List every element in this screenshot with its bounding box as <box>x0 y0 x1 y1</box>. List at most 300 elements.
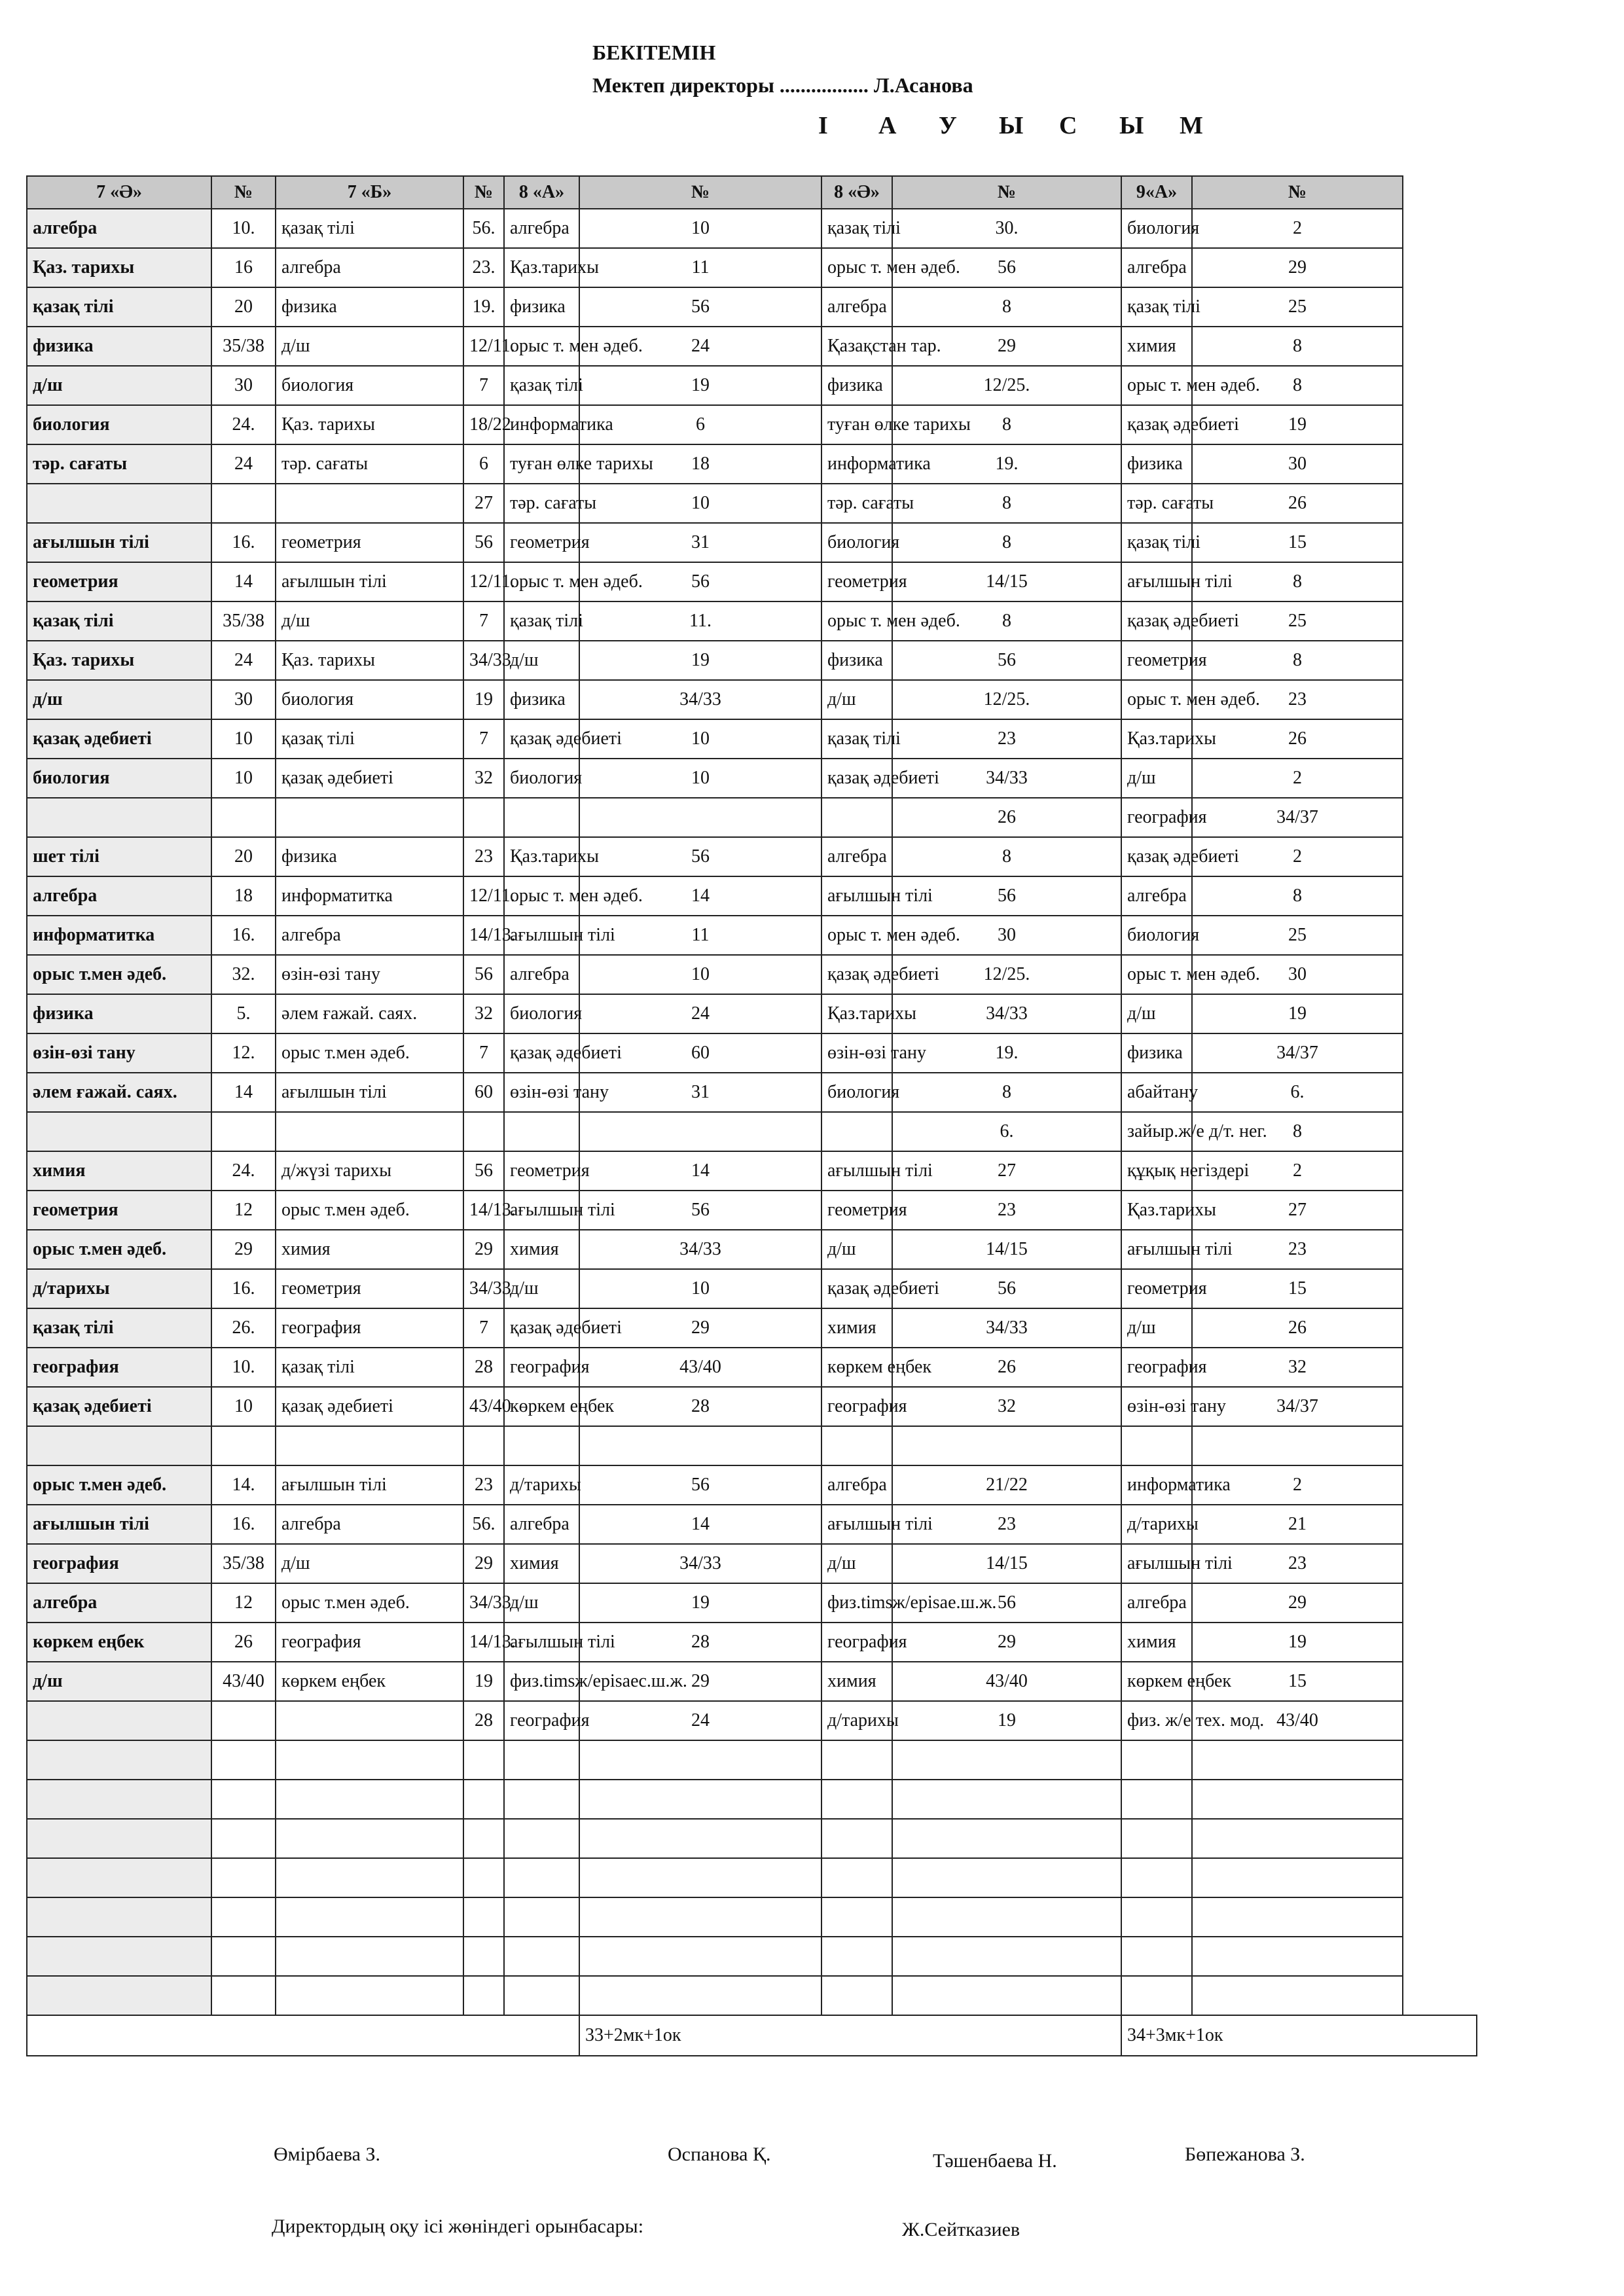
cell-8a-room: 56 <box>463 523 504 562</box>
cell-8ae-room: 43/40 <box>892 1662 1121 1701</box>
cell-9a-subject: орыс т. мен әдеб. <box>1121 366 1192 405</box>
cell-8ae-subject: география <box>821 1387 892 1426</box>
cell-8ae-room: 19 <box>892 1701 1121 1740</box>
col-header-9a: 9«А» <box>1121 176 1192 209</box>
table-row <box>27 1230 1477 1269</box>
cell-7a-room: 26 <box>211 1623 276 1662</box>
cell-8ae-subject: физика <box>821 641 892 680</box>
cell-7b-subject: д/ш <box>276 327 463 366</box>
cell-8a-subject: қазақ тілі <box>504 366 579 405</box>
cell-7a-subject: геометрия <box>27 1191 211 1230</box>
cell-7b-subject <box>276 1701 463 1740</box>
cell-8ae-room <box>892 1819 1121 1858</box>
cell-7a-subject: биология <box>27 759 211 798</box>
table-row <box>27 1465 1477 1505</box>
cell-8a-room: 29 <box>463 1544 504 1583</box>
cell-8ae-room: 14/15 <box>892 1230 1121 1269</box>
cell-7b-subject <box>276 1819 463 1858</box>
table-row <box>27 1780 1477 1819</box>
cell-8ae-room: 34/33 <box>892 994 1121 1033</box>
cell-7b-subject: информатитка <box>276 876 463 916</box>
cell-7b-subject: алгебра <box>276 916 463 955</box>
cell-7b-subject: әлем ғажай. саях. <box>276 994 463 1033</box>
cell-7a-subject: ағылшын тілі <box>27 523 211 562</box>
cell-7a-room <box>211 1937 276 1976</box>
cell-7a-room: 12. <box>211 1033 276 1073</box>
cell-9a-room <box>1192 1740 1403 1780</box>
table-row <box>27 327 1477 366</box>
cell-8a-room: 56. <box>463 209 504 248</box>
cell-8ae-room: 34/33 <box>892 1308 1121 1348</box>
table-row <box>27 248 1477 287</box>
totals-blank <box>27 2015 579 2056</box>
cell-7b-subject: Қаз. тарихы <box>276 405 463 444</box>
cell-7b-subject: қазақ тілі <box>276 1348 463 1387</box>
cell-9a-subject: қазақ тілі <box>1121 523 1192 562</box>
cell-7a-room <box>211 1780 276 1819</box>
cell-9a-subject: орыс т. мен әдеб. <box>1121 955 1192 994</box>
table-row <box>27 1976 1477 2015</box>
cell-8a-subject <box>504 1780 579 1819</box>
table-row <box>27 1426 1477 1465</box>
cell-8ae-room <box>892 1897 1121 1937</box>
cell-8a-subject: география <box>504 1701 579 1740</box>
cell-7a-subject: биология <box>27 405 211 444</box>
table-row <box>27 1387 1477 1426</box>
cell-8a-subject <box>504 1112 579 1151</box>
cell-8a-room2 <box>579 1858 821 1897</box>
cell-7a-room <box>211 1701 276 1740</box>
table-row <box>27 955 1477 994</box>
cell-8ae-subject: қазақ тілі <box>821 719 892 759</box>
cell-9a-room: 8 <box>1192 562 1403 601</box>
cell-8a-room: 14/13. <box>463 1623 504 1662</box>
cell-9a-room <box>1192 1897 1403 1937</box>
cell-9a-room: 23 <box>1192 1230 1403 1269</box>
deputy-label: Директордың оқу ісі жөніндегі орынбасары: <box>272 2215 644 2237</box>
cell-8ae-room: 29 <box>892 1623 1121 1662</box>
cell-8a-room <box>463 1819 504 1858</box>
cell-8a-subject: физ.timsж/ерisaec.ш.ж. <box>504 1662 579 1701</box>
cell-8ae-room: 14/15 <box>892 1544 1121 1583</box>
cell-8a-subject <box>504 1897 579 1937</box>
cell-9a-room <box>1192 1780 1403 1819</box>
cell-8a-room2: 29 <box>579 1308 821 1348</box>
cell-9a-room: 23 <box>1192 1544 1403 1583</box>
cell-8a-room2: 10 <box>579 719 821 759</box>
cell-9a-room: 21 <box>1192 1505 1403 1544</box>
cell-8a-room: 6 <box>463 444 504 484</box>
cell-9a-subject: биология <box>1121 209 1192 248</box>
cell-7b-subject: биология <box>276 366 463 405</box>
cell-8ae-subject: орыс т. мен әдеб. <box>821 248 892 287</box>
cell-8ae-room <box>892 1740 1121 1780</box>
cell-8a-room2: 28 <box>579 1623 821 1662</box>
cell-8a-subject: биология <box>504 994 579 1033</box>
approval-heading: БЕКІТЕМІН <box>592 41 716 64</box>
cell-9a-room: 43/40 <box>1192 1701 1403 1740</box>
cell-7a-room: 5. <box>211 994 276 1033</box>
cell-8a-subject <box>504 1740 579 1780</box>
totals-row <box>27 2015 1477 2056</box>
cell-8a-room2: 31 <box>579 1073 821 1112</box>
cell-7b-subject: Қаз. тарихы <box>276 641 463 680</box>
cell-8a-room <box>463 1937 504 1976</box>
cell-7b-subject: алгебра <box>276 1505 463 1544</box>
cell-7b-subject: қазақ тілі <box>276 209 463 248</box>
cell-7a-room: 24. <box>211 405 276 444</box>
cell-9a-subject: физ. ж/е тех. мод. <box>1121 1701 1192 1740</box>
cell-8a-room <box>463 798 504 837</box>
cell-8a-subject: орыс т. мен әдеб. <box>504 327 579 366</box>
cell-8a-room <box>463 1426 504 1465</box>
cell-7a-subject: ағылшын тілі <box>27 1505 211 1544</box>
cell-8a-room2: 24 <box>579 327 821 366</box>
cell-7a-subject <box>27 1819 211 1858</box>
cell-7a-room <box>211 1426 276 1465</box>
shift-letter: Ы <box>999 112 1024 139</box>
teacher-signature: Тәшенбаева Н. <box>933 2150 1057 2172</box>
cell-8a-room2: 24 <box>579 994 821 1033</box>
cell-9a-subject: ағылшын тілі <box>1121 1230 1192 1269</box>
cell-9a-subject <box>1121 1780 1192 1819</box>
cell-7a-room: 14. <box>211 1465 276 1505</box>
table-row <box>27 1505 1477 1544</box>
cell-9a-subject: тәр. сағаты <box>1121 484 1192 523</box>
cell-8ae-room: 6. <box>892 1112 1121 1151</box>
cell-9a-subject: қазақ әдебиеті <box>1121 837 1192 876</box>
cell-7b-subject: ағылшын тілі <box>276 1073 463 1112</box>
cell-9a-subject: орыс т. мен әдеб. <box>1121 680 1192 719</box>
table-row <box>27 1269 1477 1308</box>
col-header-7a: 7 «Ә» <box>27 176 211 209</box>
cell-7b-subject: орыс т.мен әдеб. <box>276 1191 463 1230</box>
table-row <box>27 1073 1477 1112</box>
cell-8a-room2 <box>579 1740 821 1780</box>
cell-7b-subject <box>276 1426 463 1465</box>
cell-8a-subject: д/тарихы <box>504 1465 579 1505</box>
table-row <box>27 1033 1477 1073</box>
cell-8ae-room <box>892 1937 1121 1976</box>
cell-9a-room: 8 <box>1192 1112 1403 1151</box>
cell-7b-subject: қазақ әдебиеті <box>276 759 463 798</box>
col-header-room: № <box>579 176 821 209</box>
table-row <box>27 1662 1477 1701</box>
cell-7a-subject: геометрия <box>27 562 211 601</box>
cell-7a-room: 32. <box>211 955 276 994</box>
cell-8ae-room: 56 <box>892 641 1121 680</box>
cell-8a-room: 7 <box>463 1033 504 1073</box>
cell-7a-subject: д/ш <box>27 1662 211 1701</box>
cell-8ae-subject <box>821 1426 892 1465</box>
table-row <box>27 1897 1477 1937</box>
table-row <box>27 1819 1477 1858</box>
cell-8ae-subject <box>821 1819 892 1858</box>
schedule-body <box>27 209 1477 2015</box>
cell-7a-room <box>211 1976 276 2015</box>
cell-8ae-subject: алгебра <box>821 1465 892 1505</box>
cell-8a-room <box>463 1976 504 2015</box>
cell-9a-room: 2 <box>1192 1151 1403 1191</box>
cell-8a-room <box>463 1897 504 1937</box>
cell-7b-subject <box>276 1112 463 1151</box>
cell-9a-room: 23 <box>1192 680 1403 719</box>
cell-9a-subject <box>1121 1858 1192 1897</box>
table-row <box>27 444 1477 484</box>
cell-8a-room2: 11 <box>579 248 821 287</box>
cell-8ae-subject: тәр. сағаты <box>821 484 892 523</box>
shift-letter: І <box>818 112 828 139</box>
cell-7a-room: 35/38 <box>211 327 276 366</box>
table-row <box>27 1740 1477 1780</box>
teacher-signature: Өмірбаева З. <box>274 2144 380 2165</box>
cell-9a-room: 2 <box>1192 209 1403 248</box>
cell-8a-room: 28 <box>463 1701 504 1740</box>
col-header-7b: 7 «Б» <box>276 176 463 209</box>
cell-7a-room <box>211 1819 276 1858</box>
cell-8ae-room: 34/33 <box>892 759 1121 798</box>
cell-8a-room2: 10 <box>579 759 821 798</box>
cell-8a-room2: 56 <box>579 287 821 327</box>
cell-7a-subject: физика <box>27 994 211 1033</box>
cell-7b-subject: биология <box>276 680 463 719</box>
cell-7b-subject: д/ш <box>276 601 463 641</box>
cell-8ae-subject: Қаз.тарихы <box>821 994 892 1033</box>
cell-7a-room: 35/38 <box>211 601 276 641</box>
cell-8ae-subject: физика <box>821 366 892 405</box>
cell-7a-subject <box>27 1976 211 2015</box>
cell-8a-room: 27 <box>463 484 504 523</box>
cell-9a-subject: геометрия <box>1121 641 1192 680</box>
cell-9a-room: 2 <box>1192 759 1403 798</box>
cell-8a-subject: көркем еңбек <box>504 1387 579 1426</box>
cell-7a-room: 10 <box>211 719 276 759</box>
cell-8ae-room: 14/15 <box>892 562 1121 601</box>
deputy-name: Ж.Сейтказиев <box>902 2219 1020 2240</box>
cell-7a-subject <box>27 1937 211 1976</box>
header-row <box>27 176 1477 209</box>
cell-9a-subject <box>1121 1740 1192 1780</box>
cell-9a-room: 25 <box>1192 601 1403 641</box>
cell-7a-room: 16 <box>211 248 276 287</box>
cell-8a-subject: алгебра <box>504 1505 579 1544</box>
cell-8a-room2: 10 <box>579 484 821 523</box>
cell-7a-subject: Қаз. тарихы <box>27 641 211 680</box>
cell-8a-subject: д/ш <box>504 1583 579 1623</box>
cell-7a-room <box>211 1112 276 1151</box>
cell-9a-subject: д/ш <box>1121 994 1192 1033</box>
cell-7a-room: 43/40 <box>211 1662 276 1701</box>
cell-7b-subject: көркем еңбек <box>276 1662 463 1701</box>
cell-7a-subject: д/ш <box>27 366 211 405</box>
cell-7a-subject: орыс т.мен әдеб. <box>27 955 211 994</box>
table-row <box>27 1583 1477 1623</box>
cell-9a-subject: д/ш <box>1121 1308 1192 1348</box>
cell-9a-subject: ағылшын тілі <box>1121 1544 1192 1583</box>
table-row <box>27 601 1477 641</box>
cell-7a-subject <box>27 798 211 837</box>
col-header-8a: 8 «А» <box>504 176 579 209</box>
shift-letter: А <box>878 112 897 139</box>
cell-8a-room: 32 <box>463 759 504 798</box>
cell-8a-room: 34/33 <box>463 1583 504 1623</box>
cell-8a-subject: информатика <box>504 405 579 444</box>
cell-9a-room: 25 <box>1192 916 1403 955</box>
table-row <box>27 641 1477 680</box>
cell-8a-room2: 56 <box>579 562 821 601</box>
cell-8ae-room: 19. <box>892 1033 1121 1073</box>
cell-8ae-subject: география <box>821 1623 892 1662</box>
cell-9a-room <box>1192 1976 1403 2015</box>
cell-8a-room: 29 <box>463 1230 504 1269</box>
cell-8ae-subject: Қазақстан тар. <box>821 327 892 366</box>
cell-9a-subject <box>1121 1937 1192 1976</box>
cell-9a-subject: алгебра <box>1121 248 1192 287</box>
cell-9a-room <box>1192 1426 1403 1465</box>
cell-8ae-subject: өзін-өзі тану <box>821 1033 892 1073</box>
cell-8a-room2: 19 <box>579 1583 821 1623</box>
cell-7b-subject <box>276 1897 463 1937</box>
director-line: Мектеп директоры ................. Л.Асанова <box>592 73 973 97</box>
cell-8a-subject: ағылшын тілі <box>504 1191 579 1230</box>
cell-7b-subject: ағылшын тілі <box>276 1465 463 1505</box>
cell-8ae-room: 26 <box>892 1348 1121 1387</box>
cell-9a-room: 30 <box>1192 955 1403 994</box>
cell-7a-subject: информатитка <box>27 916 211 955</box>
cell-9a-room: 26 <box>1192 719 1403 759</box>
cell-8ae-subject <box>821 1937 892 1976</box>
cell-7a-room: 14 <box>211 1073 276 1112</box>
cell-8ae-subject: информатика <box>821 444 892 484</box>
cell-8ae-subject: туған өлке тарихы <box>821 405 892 444</box>
schedule-table <box>26 175 1477 2056</box>
cell-8a-room2: 18 <box>579 444 821 484</box>
cell-9a-subject: алгебра <box>1121 876 1192 916</box>
cell-8ae-subject: қазақ әдебиеті <box>821 955 892 994</box>
cell-9a-subject: д/тарихы <box>1121 1505 1192 1544</box>
cell-8a-room: 60 <box>463 1073 504 1112</box>
cell-8ae-subject: ағылшын тілі <box>821 1151 892 1191</box>
table-row <box>27 1623 1477 1662</box>
cell-7b-subject: қазақ тілі <box>276 719 463 759</box>
cell-8a-subject: алгебра <box>504 955 579 994</box>
cell-8a-room: 7 <box>463 601 504 641</box>
cell-8ae-subject: көркем еңбек <box>821 1348 892 1387</box>
cell-7b-subject: химия <box>276 1230 463 1269</box>
cell-8a-room: 12/11. <box>463 562 504 601</box>
cell-7a-room: 30 <box>211 366 276 405</box>
cell-9a-room: 34/37 <box>1192 798 1403 837</box>
cell-8ae-room: 27 <box>892 1151 1121 1191</box>
cell-8a-room: 14/13. <box>463 916 504 955</box>
cell-8a-room: 23 <box>463 1465 504 1505</box>
cell-8ae-room: 56 <box>892 1269 1121 1308</box>
cell-8ae-room: 26 <box>892 798 1121 837</box>
cell-8a-subject: орыс т. мен әдеб. <box>504 876 579 916</box>
table-row <box>27 759 1477 798</box>
cell-8a-room2: 43/40 <box>579 1348 821 1387</box>
cell-7b-subject: география <box>276 1623 463 1662</box>
cell-7a-room: 24 <box>211 641 276 680</box>
cell-8a-subject: ағылшын тілі <box>504 916 579 955</box>
cell-8a-room: 32 <box>463 994 504 1033</box>
cell-8ae-subject: д/ш <box>821 1544 892 1583</box>
table-row <box>27 719 1477 759</box>
cell-7b-subject: тәр. сағаты <box>276 444 463 484</box>
table-row <box>27 876 1477 916</box>
col-header-room: № <box>463 176 504 209</box>
cell-7a-subject: қазақ әдебиеті <box>27 719 211 759</box>
cell-7b-subject <box>276 1937 463 1976</box>
table-row <box>27 680 1477 719</box>
cell-8a-room <box>463 1780 504 1819</box>
cell-8ae-subject: химия <box>821 1662 892 1701</box>
cell-9a-room: 15 <box>1192 523 1403 562</box>
cell-8ae-room: 12/25. <box>892 366 1121 405</box>
cell-7a-subject <box>27 1112 211 1151</box>
col-header-room: № <box>892 176 1121 209</box>
cell-7a-room: 20 <box>211 837 276 876</box>
cell-7a-room: 10. <box>211 209 276 248</box>
cell-7a-room: 18 <box>211 876 276 916</box>
cell-9a-room <box>1192 1937 1403 1976</box>
cell-8ae-room: 32 <box>892 1387 1121 1426</box>
cell-7a-subject <box>27 1426 211 1465</box>
cell-8a-room: 7 <box>463 366 504 405</box>
cell-8a-subject: қазақ әдебиеті <box>504 719 579 759</box>
cell-7a-room: 10 <box>211 1387 276 1426</box>
cell-9a-subject: қазақ әдебиеті <box>1121 405 1192 444</box>
cell-9a-room: 26 <box>1192 484 1403 523</box>
cell-8ae-room: 29 <box>892 327 1121 366</box>
cell-8ae-room: 8 <box>892 405 1121 444</box>
cell-8a-subject: туған өлке тарихы <box>504 444 579 484</box>
cell-9a-subject: геометрия <box>1121 1269 1192 1308</box>
cell-7a-subject <box>27 1701 211 1740</box>
cell-8ae-room <box>892 1780 1121 1819</box>
cell-7a-room: 30 <box>211 680 276 719</box>
cell-7a-subject: қазақ тілі <box>27 601 211 641</box>
cell-7a-subject: өзін-өзі тану <box>27 1033 211 1073</box>
cell-9a-subject: алгебра <box>1121 1583 1192 1623</box>
cell-7a-subject: алгебра <box>27 876 211 916</box>
cell-8ae-subject: биология <box>821 1073 892 1112</box>
cell-7a-room: 12 <box>211 1583 276 1623</box>
cell-7a-subject: Қаз. тарихы <box>27 248 211 287</box>
cell-8a-room2: 31 <box>579 523 821 562</box>
cell-8ae-room: 8 <box>892 1073 1121 1112</box>
cell-7a-room <box>211 798 276 837</box>
col-header-room: № <box>211 176 276 209</box>
cell-8a-room2: 14 <box>579 876 821 916</box>
cell-8ae-subject <box>821 798 892 837</box>
cell-8a-room2: 6 <box>579 405 821 444</box>
cell-8a-subject: тәр. сағаты <box>504 484 579 523</box>
cell-7b-subject: д/жүзі тарихы <box>276 1151 463 1191</box>
cell-8a-room: 28 <box>463 1348 504 1387</box>
cell-8ae-subject: қазақ әдебиеті <box>821 759 892 798</box>
cell-7a-subject: орыс т.мен әдеб. <box>27 1230 211 1269</box>
cell-7a-subject: география <box>27 1348 211 1387</box>
cell-8ae-subject <box>821 1740 892 1780</box>
cell-8a-subject: д/ш <box>504 1269 579 1308</box>
cell-7a-subject <box>27 1780 211 1819</box>
cell-8ae-room <box>892 1976 1121 2015</box>
cell-9a-subject: химия <box>1121 1623 1192 1662</box>
cell-9a-room: 15 <box>1192 1269 1403 1308</box>
cell-7b-subject: физика <box>276 287 463 327</box>
table-row <box>27 994 1477 1033</box>
